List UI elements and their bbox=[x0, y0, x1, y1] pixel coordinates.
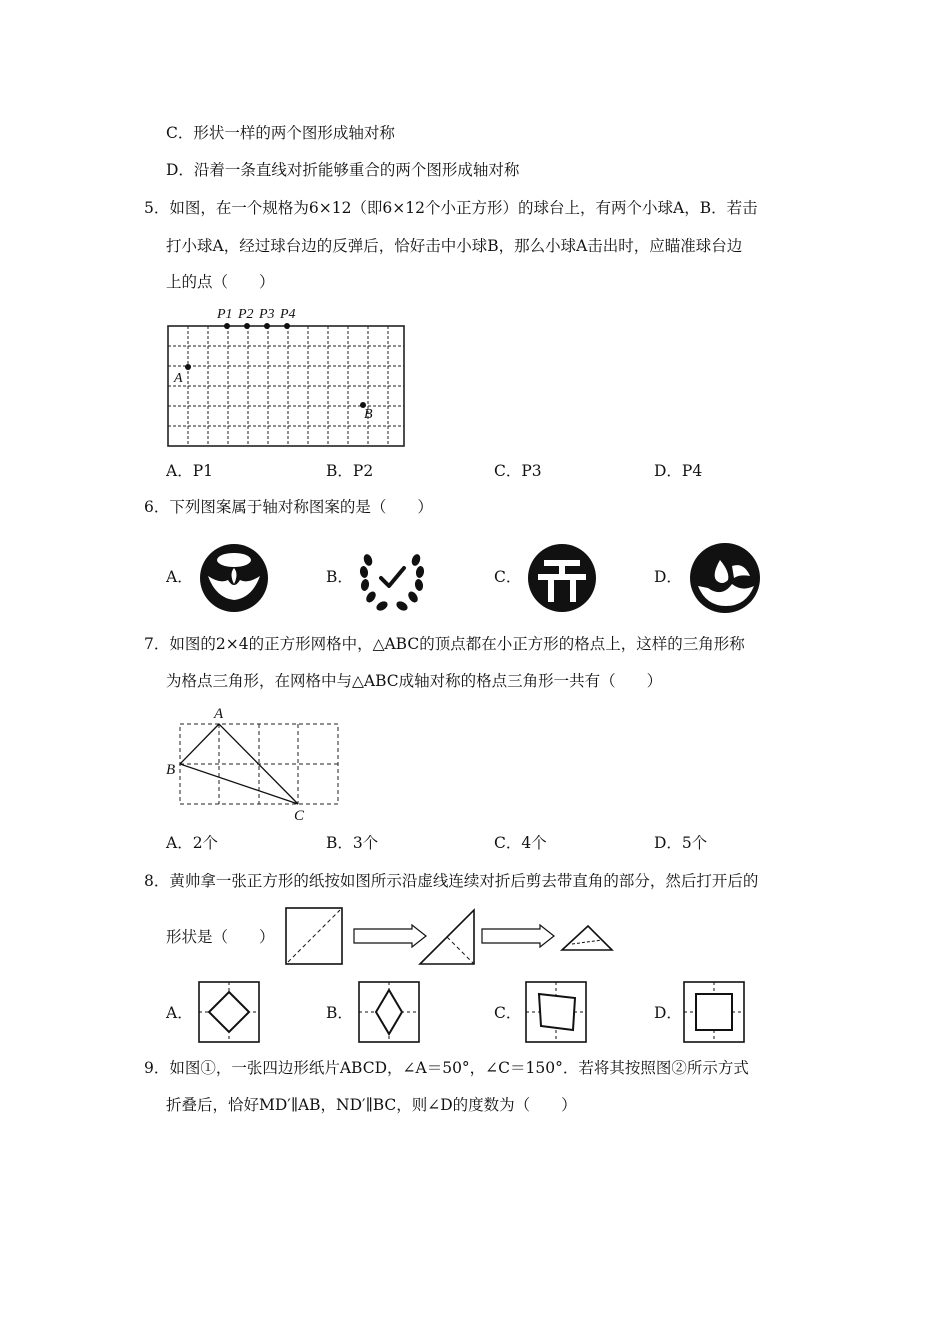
q5-stem-line-3: 上的点（ ） bbox=[166, 273, 275, 291]
label-p2: P2 bbox=[238, 307, 254, 322]
q6-label-d[interactable]: D． bbox=[654, 568, 682, 586]
p3-point bbox=[264, 323, 270, 329]
q7-option-d[interactable]: D．5个 bbox=[654, 834, 708, 852]
q8-label-a[interactable]: A． bbox=[166, 1004, 193, 1022]
q9-stem-line-1: 9．如图①，一张四边形纸片ABCD，∠A＝50°，∠C＝150°．若将其按照图②所示方式 bbox=[144, 1059, 749, 1077]
q8-option-a-shape[interactable] bbox=[196, 980, 262, 1044]
q5-option-a[interactable]: A．P1 bbox=[166, 462, 213, 480]
q8-label-c[interactable]: C． bbox=[494, 1004, 522, 1022]
label-a: A bbox=[214, 706, 224, 722]
p2-point bbox=[244, 323, 250, 329]
q5-option-c[interactable]: C．P3 bbox=[494, 462, 542, 480]
q9-stem-line-2: 折叠后，恰好MD′∥AB，ND′∥BC，则∠D的度数为（ ） bbox=[166, 1096, 577, 1114]
p1-point bbox=[224, 323, 230, 329]
q6-label-b[interactable]: B． bbox=[326, 568, 353, 586]
q5-stem-line-1: 5．如图，在一个规格为6×12（即6×12个小正方形）的球台上，有两个小球A，B．若击 bbox=[144, 199, 758, 217]
q8-folding-steps-figure bbox=[282, 904, 618, 968]
q7-option-b[interactable]: B．3个 bbox=[326, 834, 379, 852]
q5-option-d[interactable]: D．P4 bbox=[654, 462, 703, 480]
q8-stem-line-1: 8．黄帅拿一张正方形的纸按如图所示沿虚线连续对折后剪去带直角的部分，然后打开后的 bbox=[144, 872, 759, 890]
q7-option-c[interactable]: C．4个 bbox=[494, 834, 547, 852]
label-c: C bbox=[294, 808, 305, 824]
q6-stem: 6．下列图案属于轴对称图案的是（ ） bbox=[144, 498, 433, 516]
p4-point bbox=[284, 323, 290, 329]
q5-option-b[interactable]: B．P2 bbox=[326, 462, 374, 480]
q8-option-b-shape[interactable] bbox=[356, 980, 422, 1044]
q6-emblem-a-icon[interactable] bbox=[196, 540, 272, 616]
label-p4: P4 bbox=[280, 307, 296, 322]
q5-stem-line-2: 打小球A，经过球台边的反弹后，恰好击中小球B，那么小球A击出时，应瞄准球台边 bbox=[166, 237, 743, 255]
q6-laurel-check-icon[interactable] bbox=[354, 540, 430, 616]
q6-emblem-c-icon[interactable] bbox=[524, 540, 600, 616]
q6-label-c[interactable]: C． bbox=[494, 568, 522, 586]
q8-label-b[interactable]: B． bbox=[326, 1004, 353, 1022]
q7-grid-triangle-figure bbox=[160, 700, 350, 828]
label-b: B bbox=[166, 762, 176, 778]
label-b: B bbox=[364, 407, 373, 422]
q4-option-d: D．沿着一条直线对折能够重合的两个图形成轴对称 bbox=[166, 161, 520, 179]
q5-pool-table-figure bbox=[160, 300, 410, 455]
q8-option-c-shape[interactable] bbox=[523, 980, 589, 1044]
label-p3: P3 bbox=[259, 307, 275, 322]
q4-option-c: C．形状一样的两个图形成轴对称 bbox=[166, 124, 395, 142]
q7-option-a[interactable]: A．2个 bbox=[166, 834, 219, 852]
ball-a bbox=[185, 364, 191, 370]
q6-emblem-d-icon[interactable] bbox=[686, 540, 764, 616]
q8-label-d[interactable]: D． bbox=[654, 1004, 682, 1022]
label-p1: P1 bbox=[217, 307, 233, 322]
q7-stem-line-2: 为格点三角形，在网格中与△ABC成轴对称的格点三角形一共有（ ） bbox=[166, 672, 663, 690]
q6-label-a[interactable]: A． bbox=[166, 568, 193, 586]
q7-stem-line-1: 7．如图的2×4的正方形网格中，△ABC的顶点都在小正方形的格点上，这样的三角形称 bbox=[144, 635, 745, 653]
q8-option-d-shape[interactable] bbox=[681, 980, 747, 1044]
label-a: A bbox=[174, 371, 183, 386]
q8-stem-line-2: 形状是（ ） bbox=[166, 928, 275, 946]
